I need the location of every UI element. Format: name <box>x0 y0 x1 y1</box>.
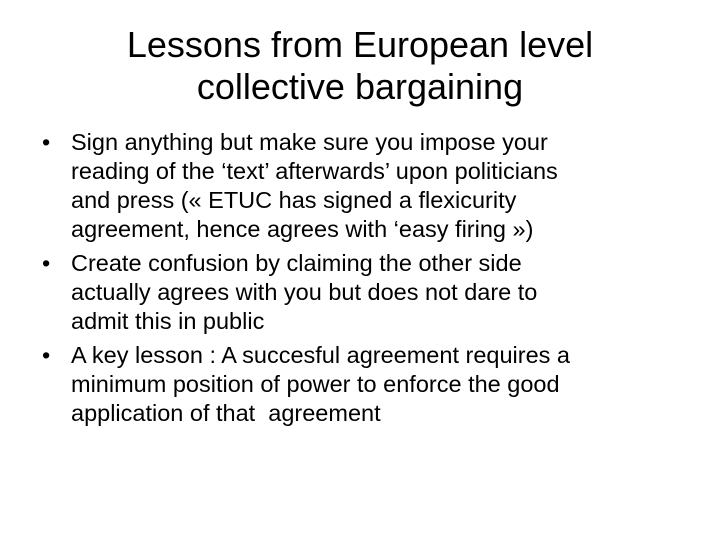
bullet-dot-icon: • <box>42 342 51 368</box>
slide-title <box>40 24 680 108</box>
bullet-dot-icon: • <box>42 250 51 276</box>
slide-title-line: Lessons from European level <box>126 24 594 65</box>
slide-title-line: collective bargaining <box>196 66 524 107</box>
bullet-text-line: minimum position of power to enforce the good <box>71 371 560 397</box>
bullet-text-line: actually agrees with you but does not dare to <box>71 279 538 305</box>
bullet-item-sign-anything <box>42 128 682 244</box>
bullet-text-line: A key lesson : A succesful agreement requires a <box>71 342 570 368</box>
bullet-item-key-lesson <box>42 341 682 428</box>
bullet-dot-icon: • <box>42 129 51 155</box>
bullet-list <box>42 128 682 433</box>
bullet-text-line: reading of the ‘text’ afterwards’ upon politicians <box>71 158 558 184</box>
bullet-text-line: admit this in public <box>71 308 265 334</box>
bullet-item-create-confusion <box>42 249 682 336</box>
bullet-text-line: application of that agreement <box>71 400 381 426</box>
bullet-text-line: Sign anything but make sure you impose your <box>71 129 548 155</box>
bullet-text-line: Create confusion by claiming the other side <box>71 250 522 276</box>
bullet-text-line: and press (« ETUC has signed a flexicurity <box>71 187 517 213</box>
bullet-text-line: agreement, hence agrees with ‘easy firing ») <box>71 216 534 242</box>
